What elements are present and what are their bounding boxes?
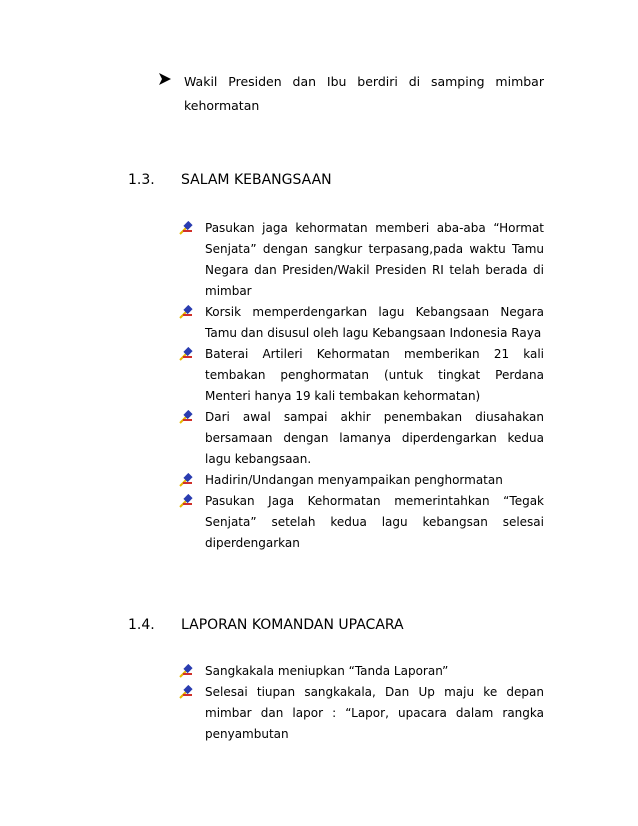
pushpin-bullet-icon [178, 305, 194, 319]
list-item-text: Hadirin/Undangan menyampaikan penghormatan [205, 473, 503, 487]
bullet-list [178, 661, 544, 745]
list-item-text: Pasukan Jaga Kehormatan memerintahkan “Tegak Senjata” setelah kedua lagu kebangsan selesai diperdengarkan [205, 494, 544, 550]
list-item-text: Korsik memperdengarkan lagu Kebangsaan Negara Tamu dan disusul oleh lagu Kebangsaan Indonesia Raya [205, 305, 544, 340]
intro-text: Wakil Presiden dan Ibu berdiri di samping mimbar kehormatan [184, 74, 544, 113]
pushpin-bullet-icon [178, 664, 194, 678]
section-number: 1.4. [128, 617, 155, 633]
bullet-list [178, 218, 544, 554]
list-item-text: Sangkakala meniupkan “Tanda Laporan” [205, 664, 449, 678]
pushpin-bullet-icon [178, 221, 194, 235]
section-title: LAPORAN KOMANDAN UPACARA [181, 617, 404, 633]
list-item [178, 344, 544, 407]
list-item-text: Dari awal sampai akhir penembakan diusahakan bersamaan dengan lamanya diperdengarkan kedua lagu kebangsaan. [205, 410, 544, 466]
pushpin-bullet-icon [178, 410, 194, 424]
list-item [178, 302, 544, 344]
arrow-right-icon [158, 72, 172, 86]
list-item-text: Baterai Artileri Kehormatan memberikan 21 kali tembakan penghormatan (untuk tingkat Perdana Menteri hanya 19 kali tembakan kehormatan) [205, 347, 544, 403]
pushpin-bullet-icon [178, 685, 194, 699]
list-item [178, 218, 544, 302]
pushpin-bullet-icon [178, 494, 194, 508]
list-item [178, 682, 544, 745]
intro-bullet-item [158, 70, 544, 118]
list-item-text: Selesai tiupan sangkakala, Dan Up maju ke depan mimbar dan lapor : “Lapor, upacara dalam rangka penyambutan [205, 685, 544, 741]
list-item-text: Pasukan jaga kehormatan memberi aba-aba “Hormat Senjata” dengan sangkur terpasang,pada waktu Tamu Negara dan Presiden/Wakil Presiden RI telah berada di mimbar [205, 221, 544, 298]
pushpin-bullet-icon [178, 473, 194, 487]
list-item [178, 470, 544, 491]
list-item [178, 661, 544, 682]
pushpin-bullet-icon [178, 347, 194, 361]
list-item [178, 491, 544, 554]
section-number: 1.3. [128, 172, 155, 188]
section-title: SALAM KEBANGSAAN [181, 172, 332, 188]
list-item [178, 407, 544, 470]
